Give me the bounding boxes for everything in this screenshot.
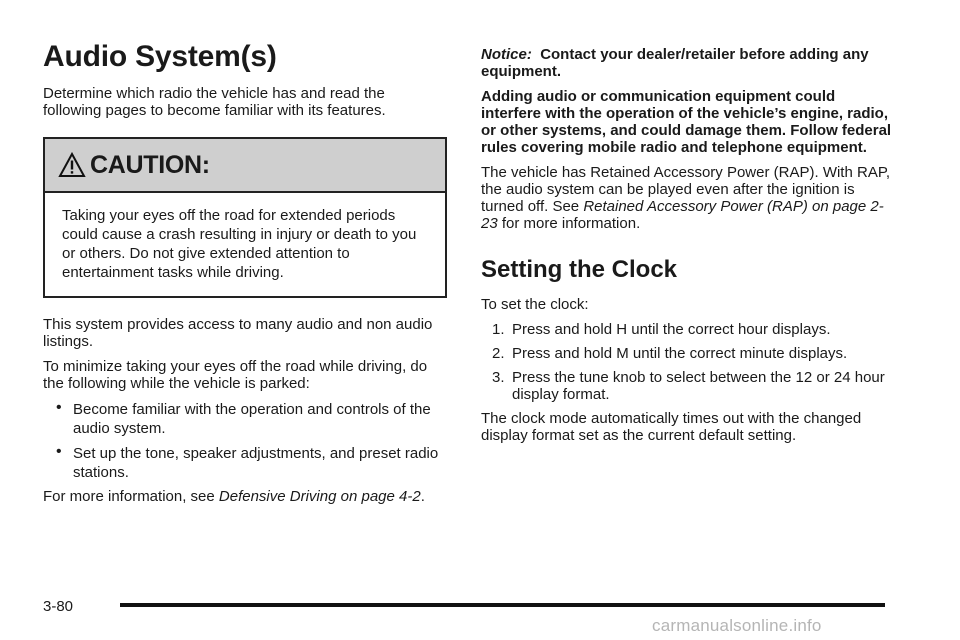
left-column bbox=[43, 40, 447, 513]
right-column bbox=[481, 46, 893, 452]
system-paragraph: This system provides access to many audio and non audio listings. bbox=[43, 316, 433, 350]
notice-paragraph: Notice: Contact your dealer/retailer before adding any equipment. bbox=[481, 46, 869, 80]
page-title: Audio System(s) bbox=[43, 40, 277, 73]
list-item: • Become familiar with the operation and controls of the audio system. bbox=[56, 399, 431, 437]
intro-paragraph: Determine which radio the vehicle has and read the following pages to become familiar with its features. bbox=[43, 85, 386, 119]
caution-triangle-icon bbox=[58, 152, 86, 178]
rap-link[interactable]: Retained Accessory Power (RAP) on page 2-23 bbox=[481, 198, 884, 232]
notice-label: Notice: bbox=[481, 46, 532, 63]
clock-intro: To set the clock: bbox=[481, 296, 589, 313]
defensive-driving-link[interactable]: Defensive Driving on page 4-2 bbox=[218, 488, 421, 505]
equipment-warning: Adding audio or communication equipment could interfere with the operation of the vehicle’s engine, radio, or other systems, and could damage them. Follow federal rules covering mobile radio and telephone equipment. bbox=[481, 88, 892, 156]
bullet-icon: • bbox=[56, 443, 62, 460]
caution-header bbox=[45, 139, 445, 193]
caution-heading: CAUTION: bbox=[90, 150, 210, 179]
watermark: carmanualsonline.info bbox=[652, 616, 822, 635]
caution-box bbox=[43, 137, 447, 298]
list-item: • Set up the tone, speaker adjustments, and preset radio stations. bbox=[56, 443, 439, 481]
more-info-paragraph: For more information, see Defensive Driving on page 4-2. bbox=[43, 488, 425, 505]
bullet-list bbox=[43, 400, 447, 482]
bullet-icon: • bbox=[56, 399, 62, 416]
caution-body: Taking your eyes off the road for extended periods could cause a crash resulting in injury or death to you or others. Do not give extended attention to entertainment tasks while driving. bbox=[62, 207, 417, 281]
page-number: 3-80 bbox=[43, 598, 74, 615]
steps-list bbox=[481, 321, 893, 403]
list-item: 2. Press and hold M until the correct minute displays. bbox=[492, 345, 848, 362]
footer-divider bbox=[120, 603, 885, 607]
list-item: 3. Press the tune knob to select between the 12 or 24 hour display format. bbox=[492, 369, 885, 403]
list-item: 1. Press and hold H until the correct hour displays. bbox=[492, 321, 831, 338]
minimize-paragraph: To minimize taking your eyes off the road while driving, do the following while the vehicle is parked: bbox=[43, 358, 428, 392]
clock-outro: The clock mode automatically times out with the changed display format set as the current default setting. bbox=[481, 410, 862, 444]
section-title: Setting the Clock bbox=[481, 256, 678, 283]
rap-paragraph: The vehicle has Retained Accessory Power (RAP). With RAP, the audio system can be played even after the ignition is turned off. See Retained Accessory Power (RAP) on page 2-23 for more information. bbox=[481, 164, 891, 232]
